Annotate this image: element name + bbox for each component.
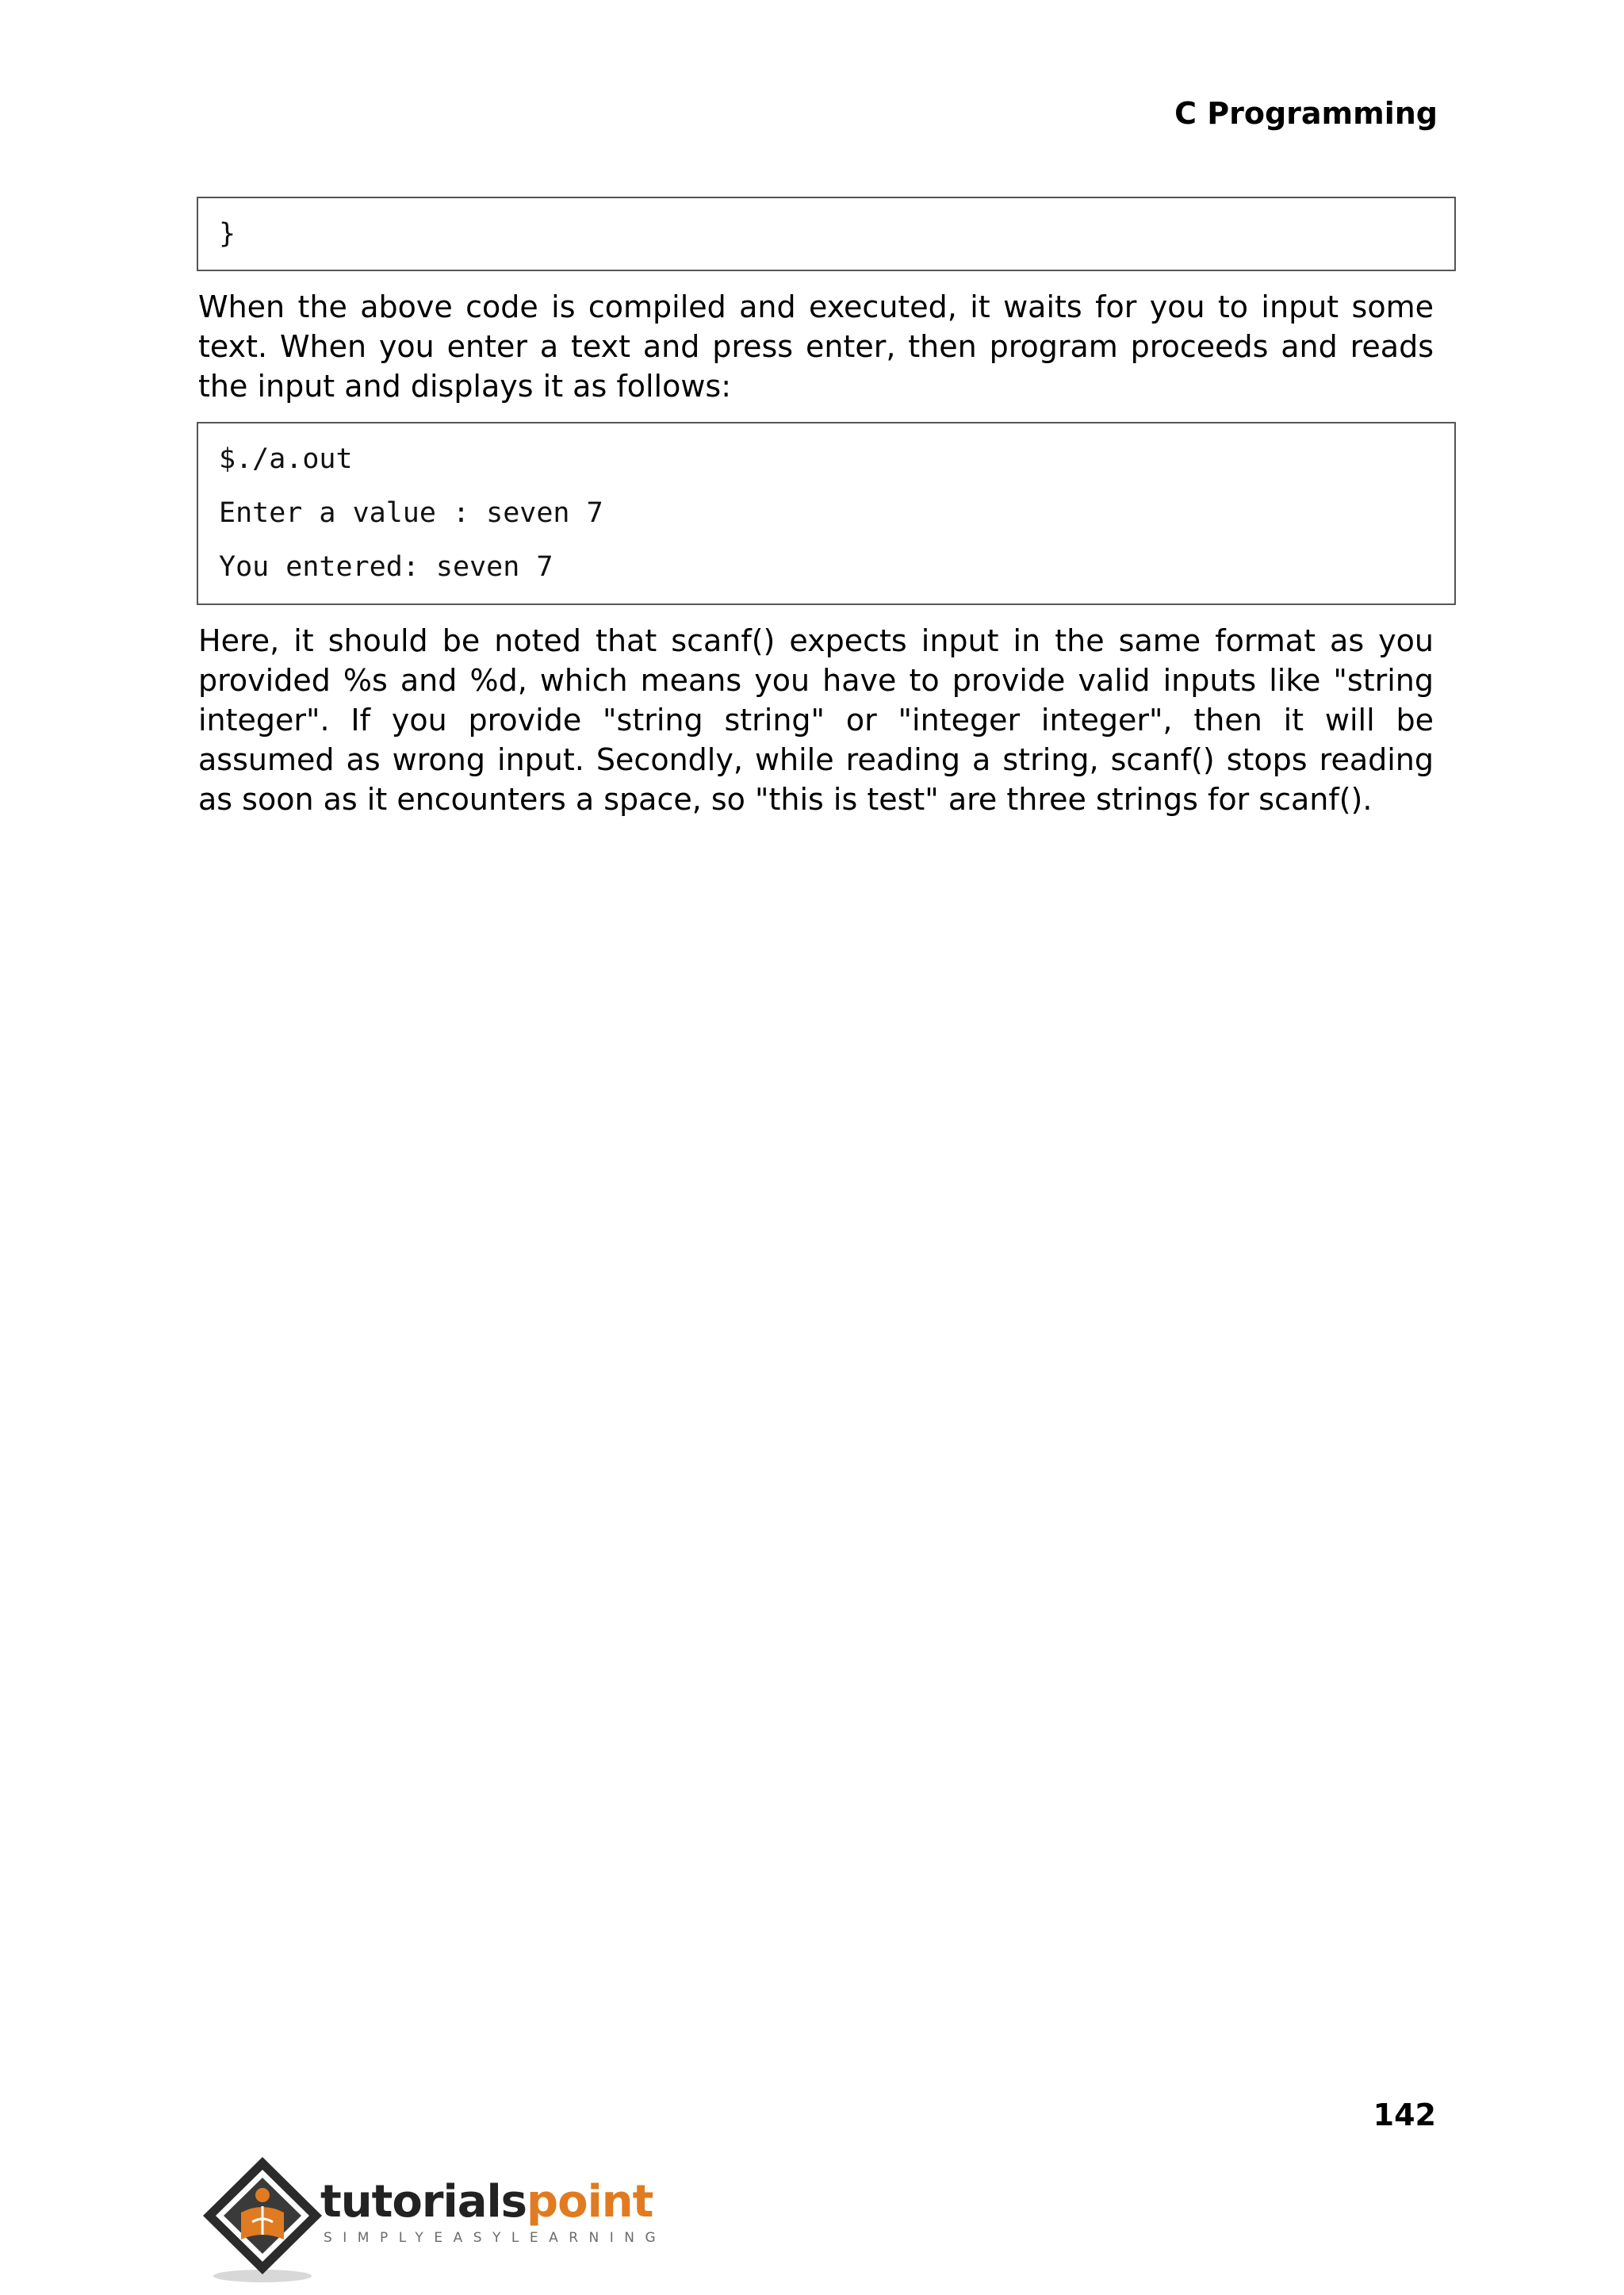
running-header-title: C Programming: [1174, 96, 1438, 131]
code-line: }: [219, 218, 236, 250]
paragraph-scanf-note: Here, it should be noted that scanf() expects input in the same format as you provided %s and %d, which means you have to provide valid inputs like "string integer". If you provide "string string" or "integer integer", then it will be assumed as wrong input. Secondly, while reading a string, scanf() stops reading as soon as it encounters a space, so "this is test" are three strings for scanf().: [198, 623, 1434, 817]
code-line: $./a.out: [219, 443, 353, 475]
code-block-closing-brace: [197, 197, 1456, 271]
code-line: Enter a value : seven 7: [219, 497, 603, 529]
logo-word-tutorials: tutorials: [320, 2176, 527, 2228]
tutorialspoint-logo-icon: [195, 2151, 330, 2285]
tutorialspoint-logo: [195, 2151, 667, 2285]
code-line: You entered: seven 7: [219, 551, 553, 583]
logo-tagline: SIMPLYEASYLEARNING: [324, 2230, 667, 2246]
logo-wordmark: [320, 2174, 653, 2230]
paragraph-execution-description: When the above code is compiled and executed, it waits for you to input some text. When you enter a text and press enter, then program proceeds and reads the input and displays it as follows:: [198, 289, 1434, 404]
page-number: 142: [1373, 2098, 1436, 2132]
code-block-program-output: [197, 422, 1456, 605]
logo-word-point: point: [527, 2176, 653, 2228]
